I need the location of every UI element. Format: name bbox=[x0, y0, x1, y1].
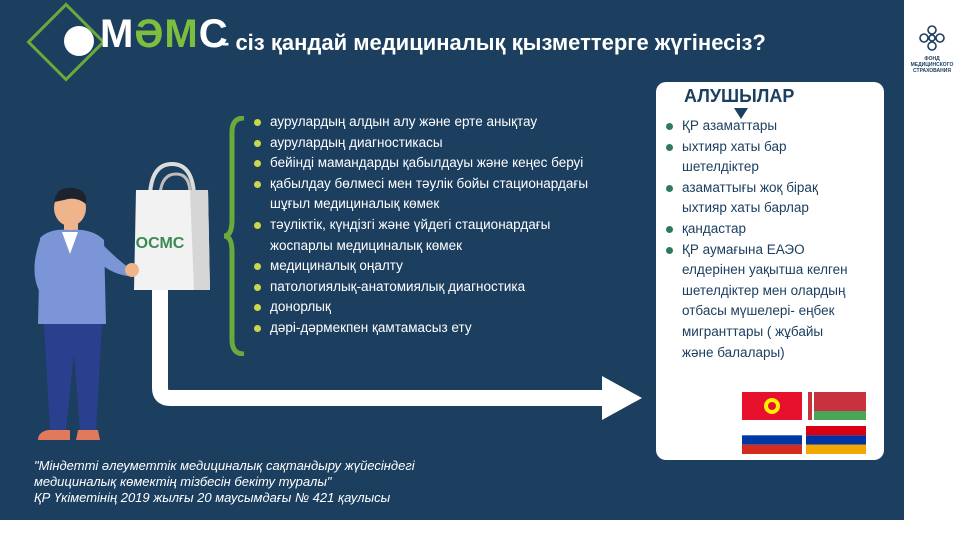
list-item-text: донорлық bbox=[270, 299, 331, 315]
bullet-dot-icon bbox=[666, 226, 673, 233]
list-item-text: дәрі-дәрмекпен қамтамасыз ету bbox=[270, 319, 472, 335]
bullet-dot-icon bbox=[254, 222, 261, 229]
list-item bbox=[254, 194, 634, 215]
bullet-dot-icon bbox=[254, 140, 261, 147]
list-item bbox=[666, 219, 880, 240]
list-item bbox=[666, 240, 880, 261]
list-item bbox=[666, 260, 880, 281]
list-item-text: ыхтияр хаты бар bbox=[682, 138, 787, 154]
list-item bbox=[666, 322, 880, 343]
list-item-text: жоспарлы медициналық көмек bbox=[270, 237, 462, 253]
list-item-text: медициналық оңалту bbox=[270, 258, 403, 274]
flag-kyrgyzstan-icon bbox=[742, 392, 802, 420]
logo-prefix: М bbox=[100, 12, 135, 56]
list-item bbox=[666, 137, 880, 158]
recipients-title: АЛУШЫЛАР bbox=[684, 86, 795, 106]
list-item-text: бейінді мамандарды қабылдауы және кеңес беруі bbox=[270, 155, 584, 171]
list-item bbox=[666, 178, 880, 199]
list-item bbox=[254, 174, 634, 195]
list-item bbox=[254, 153, 634, 174]
list-item bbox=[666, 116, 880, 137]
person-illustration-icon bbox=[26, 184, 146, 450]
list-item bbox=[666, 343, 880, 364]
flag-armenia-icon bbox=[806, 426, 866, 454]
bullet-dot-icon bbox=[666, 247, 673, 254]
list-item bbox=[254, 277, 634, 298]
curly-brace-icon bbox=[224, 116, 246, 356]
footer-line-2: медициналық көмектің тізбесін бекіту туралы" bbox=[34, 474, 332, 489]
bag-label: ОСМС bbox=[135, 235, 185, 252]
list-item bbox=[254, 236, 634, 257]
list-item bbox=[666, 301, 880, 322]
legal-reference bbox=[34, 458, 594, 506]
list-item-text: шетелдіктер bbox=[682, 159, 759, 175]
logo-mid: ӘМ bbox=[134, 12, 199, 56]
list-item-text: тәуліктік, күндізгі және үйдегі стационардағы bbox=[270, 216, 551, 232]
services-list bbox=[254, 112, 634, 339]
list-item bbox=[666, 198, 880, 219]
list-item-text: шұғыл медициналық көмек bbox=[270, 196, 440, 212]
bullet-dot-icon bbox=[254, 119, 261, 126]
bullet-dot-icon bbox=[254, 160, 261, 167]
list-item-text: және балалары) bbox=[682, 344, 785, 360]
list-item bbox=[254, 256, 634, 277]
recipients-list bbox=[666, 116, 880, 363]
list-item bbox=[254, 318, 634, 339]
page-title: - сіз қандай медициналық қызметтерге жүгінесіз? bbox=[222, 30, 766, 55]
bullet-dot-icon bbox=[254, 263, 261, 270]
bullet-dot-icon bbox=[666, 144, 673, 151]
list-item bbox=[666, 157, 880, 178]
logo-wordmark bbox=[100, 12, 229, 57]
list-item-text: мигранттары ( жұбайы bbox=[682, 323, 824, 339]
bullet-dot-icon bbox=[254, 325, 261, 332]
list-item bbox=[254, 297, 634, 318]
logo-suffix: С bbox=[198, 12, 229, 56]
list-item bbox=[254, 215, 634, 236]
fund-name-line: МЕДИЦИНСКОГО bbox=[910, 62, 954, 68]
fund-name bbox=[906, 56, 958, 74]
list-item-text: отбасы мүшелері- еңбек bbox=[682, 303, 835, 319]
list-item-text: азаматтығы жоқ бірақ bbox=[682, 179, 818, 195]
bullet-dot-icon bbox=[254, 181, 261, 188]
bullet-dot-icon bbox=[254, 284, 261, 291]
fund-name-line: СТРАХОВАНИЯ bbox=[913, 68, 951, 74]
flag-belarus-icon bbox=[806, 392, 866, 420]
list-item-text: елдерінен уақытша келген bbox=[682, 262, 848, 278]
list-item-text: ыхтияр хаты барлар bbox=[682, 200, 809, 216]
list-item-text: ҚР азаматтары bbox=[682, 118, 778, 133]
list-item-text: қандастар bbox=[682, 220, 747, 236]
bottom-margin bbox=[0, 520, 960, 540]
recipients-card bbox=[656, 82, 884, 460]
list-item-text: патологиялық-анатомиялық диагностика bbox=[270, 278, 526, 294]
list-item bbox=[254, 133, 634, 154]
fund-name-line: ФОНД bbox=[924, 56, 940, 62]
list-item-text: аурулардың диагностикасы bbox=[270, 134, 443, 150]
brand-sidebar bbox=[904, 0, 960, 540]
logo-circle-icon bbox=[64, 26, 94, 56]
fund-logo-icon bbox=[918, 24, 946, 52]
footer-line-1: "Міндетті әлеуметтік медициналық сақтандыру жүйесіндегі bbox=[34, 458, 415, 473]
bullet-dot-icon bbox=[666, 185, 673, 192]
bullet-dot-icon bbox=[254, 304, 261, 311]
bullet-dot-icon bbox=[666, 123, 673, 130]
flag-russia-icon bbox=[742, 426, 802, 454]
list-item bbox=[666, 281, 880, 302]
footer-line-3: ҚР Үкіметінің 2019 жылғы 20 маусымдағы № 421 қаулысы bbox=[34, 490, 391, 505]
list-item bbox=[254, 112, 634, 133]
list-item-text: шетелдіктер мен олардың bbox=[682, 282, 846, 298]
list-item-text: ҚР аумағына ЕАЭО bbox=[682, 241, 805, 257]
list-item-text: қабылдау бөлмесі мен тәулік бойы стационардағы bbox=[270, 175, 589, 191]
list-item-text: аурулардың алдын алу және ерте анықтау bbox=[270, 114, 538, 129]
